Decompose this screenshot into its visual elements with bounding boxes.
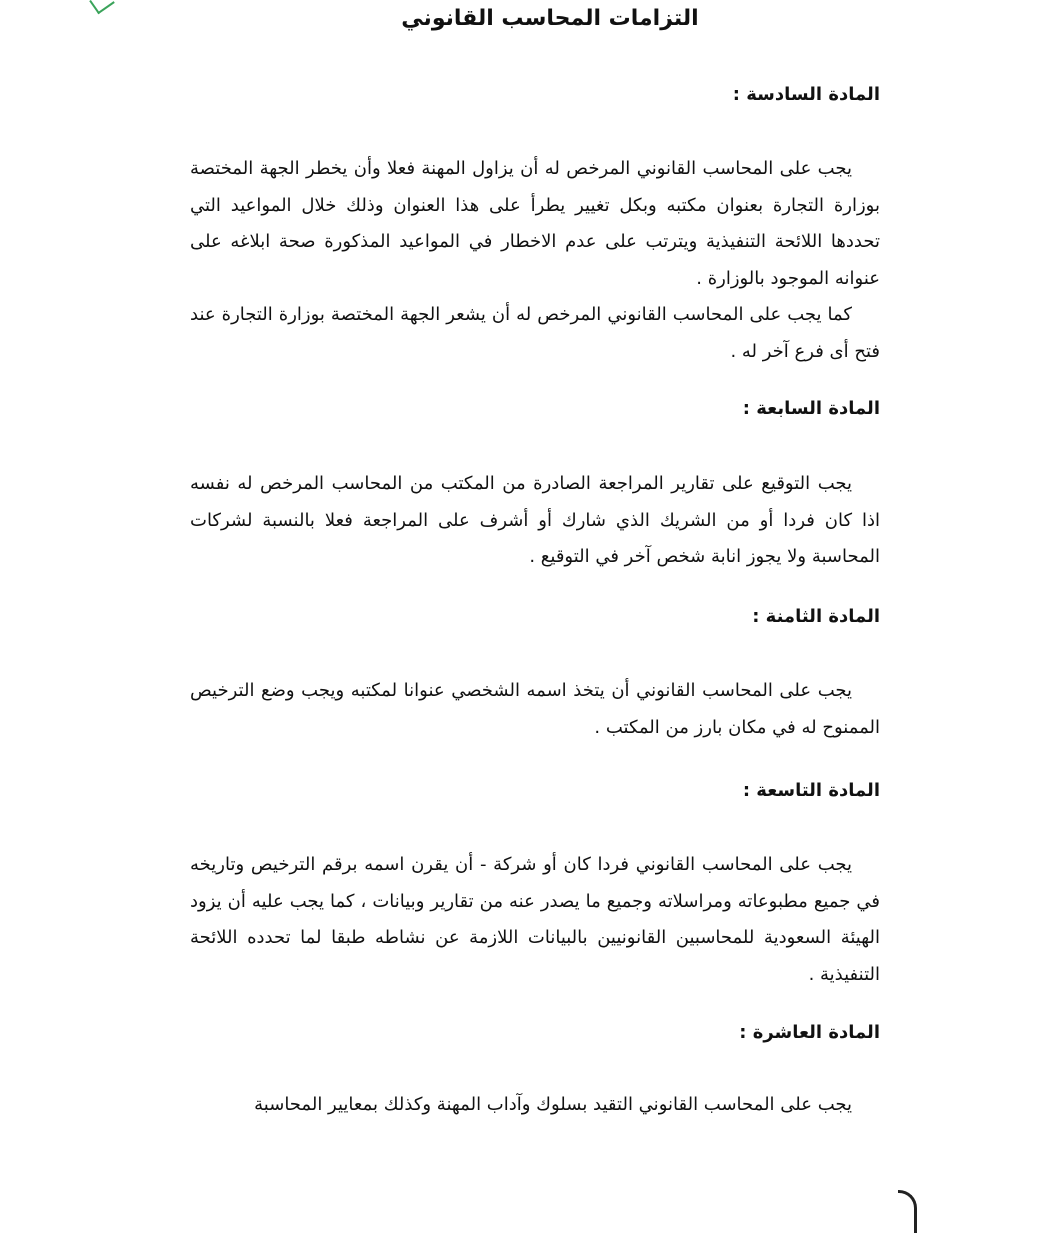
article-paragraph: يجب على المحاسب القانوني أن يتخذ اسمه الشخصي عنوانا لمكتبه ويجب وضع الترخيص الممنوح له في مكان بارز من المكتب . [190,680,880,738]
page-fold-mark [898,1190,917,1233]
article-paragraph: يجب على المحاسب القانوني المرخص له أن يزاول المهنة فعلا وأن يخطر الجهة المختصة بوزارة التجارة بعنوان مكتبه وبكل تغيير يطرأ على هذا العنوان وذلك خلال المواعيد التي تحددها اللائحة التنفيذية ويترتب على عدم الاخطار في المواعيد المذكورة صحة ابلاغه على عنوانه الموجود بالوزارة . [190,158,880,289]
article-ten [190,1022,880,1124]
article-nine [190,780,880,993]
article-heading: المادة التاسعة : [742,780,880,801]
article-heading: المادة العاشرة : [739,1022,880,1043]
article-paragraph: يجب على المحاسب القانوني التقيد بسلوك وآداب المهنة وكذلك بمعايير المحاسبة [254,1094,852,1115]
article-heading: المادة السابعة : [742,398,880,419]
article-six [190,84,880,370]
article-paragraph: كما يجب على المحاسب القانوني المرخص له أن يشعر الجهة المختصة بوزارة التجارة عند فتح أى فرع آخر له . [190,304,880,362]
article-seven [190,398,880,576]
document-title: التزامات المحاسب القانوني [401,6,699,31]
article-eight [190,606,880,746]
green-check-mark [89,0,115,14]
article-heading: المادة الثامنة : [752,606,880,627]
article-paragraph: يجب التوقيع على تقارير المراجعة الصادرة من المكتب من المحاسب المرخص له نفسه اذا كان فردا أو من الشريك الذي شارك أو أشرف على المراجعة فعلا بالنسبة لشركات المحاسبة ولا يجوز انابة شخص آخر في التوقيع . [190,473,880,567]
article-paragraph: يجب على المحاسب القانوني فردا كان أو شركة - أن يقرن اسمه برقم الترخيص وتاريخه في جميع مطبوعاته ومراسلاته وجميع ما يصدر عنه من تقارير وبيانات ، كما يجب عليه أن يزود الهيئة السعودية للمحاسبين القانونيين بالبيانات اللازمة عن نشاطه طبقا لما تحدده اللائحة التنفيذية . [190,854,880,985]
article-heading: المادة السادسة : [732,84,880,105]
